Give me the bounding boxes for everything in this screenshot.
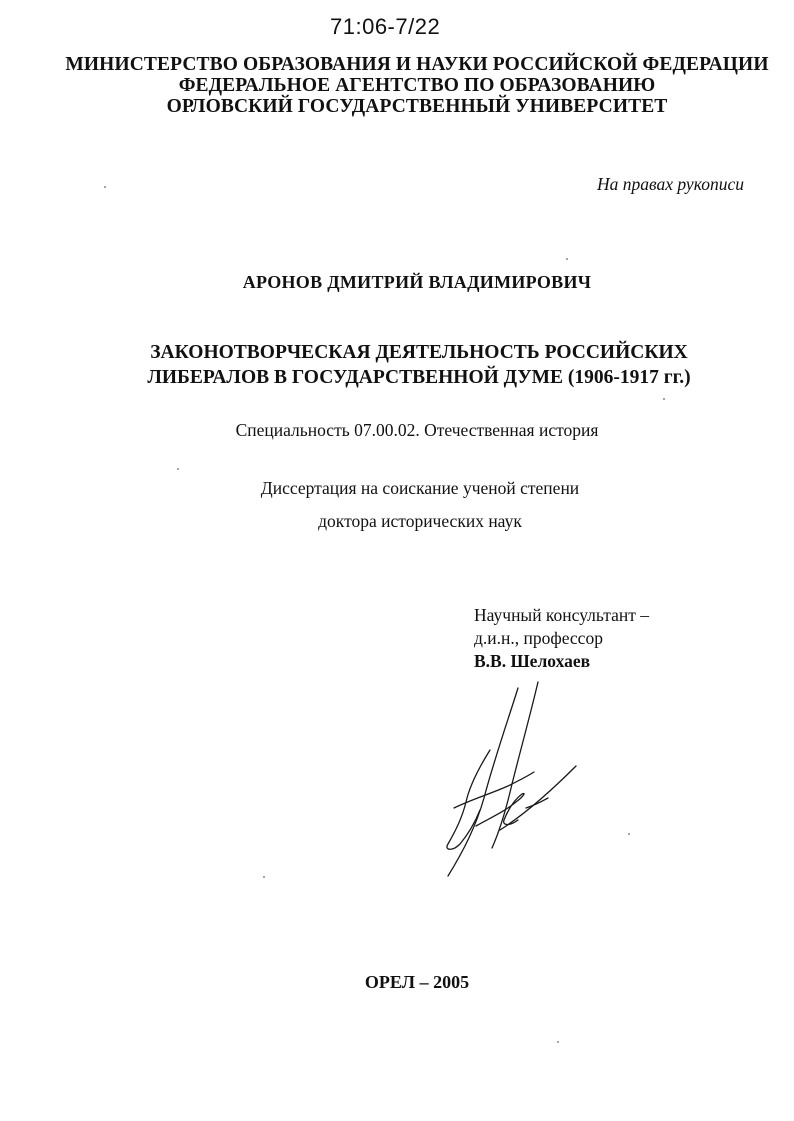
scan-speck	[663, 398, 665, 400]
university-line: ОРЛОВСКИЙ ГОСУДАРСТВЕННЫЙ УНИВЕРСИТЕТ	[166, 96, 668, 117]
title-line-2: ЛИБЕРАЛОВ В ГОСУДАРСТВЕННОЙ ДУМЕ (1906-1917 гг.)	[147, 367, 691, 388]
author-name: АРОНОВ ДМИТРИЙ ВЛАДИМИРОВИЧ	[242, 272, 592, 292]
scan-speck	[628, 833, 630, 835]
consultant-role: Научный консультант –	[474, 605, 649, 625]
degree-line-2: доктора исторических наук	[318, 511, 522, 531]
scan-speck	[557, 1041, 559, 1043]
manuscript-rights-note: На правах рукописи	[597, 174, 744, 194]
institution-header	[40, 54, 794, 117]
city-year: ОРЕЛ – 2005	[364, 972, 470, 992]
ministry-line: МИНИСТЕРСТВО ОБРАЗОВАНИЯ И НАУКИ РОССИЙСКОЙ ФЕДЕРАЦИИ	[65, 54, 769, 75]
scan-speck	[177, 468, 179, 470]
scan-speck	[566, 258, 568, 260]
degree-statement	[0, 472, 794, 538]
library-stamp-code: 71:06-7/22	[330, 14, 441, 39]
handwritten-signature	[430, 680, 600, 880]
consultant-title: д.и.н., профессор	[474, 628, 603, 648]
scientific-consultant	[474, 604, 649, 673]
agency-line: ФЕДЕРАЛЬНОЕ АГЕНТСТВО ПО ОБРАЗОВАНИЮ	[178, 75, 656, 96]
dissertation-title	[0, 340, 794, 390]
specialty-line: Специальность 07.00.02. Отечественная история	[235, 420, 599, 440]
degree-line-1: Диссертация на соискание ученой степени	[260, 478, 580, 498]
scan-speck	[104, 186, 106, 188]
scan-speck	[263, 876, 265, 878]
consultant-name: В.В. Шелохаев	[474, 651, 591, 671]
title-line-1: ЗАКОНОТВОРЧЕСКАЯ ДЕЯТЕЛЬНОСТЬ РОССИЙСКИХ	[150, 342, 688, 363]
